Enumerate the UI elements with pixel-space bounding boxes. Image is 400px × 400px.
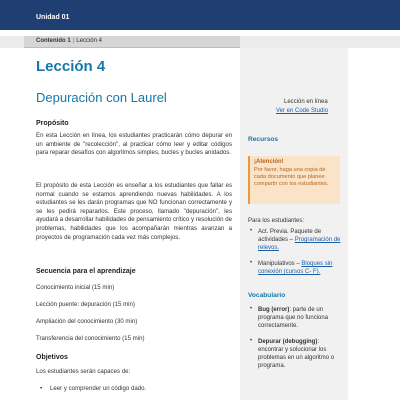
top-header-bar — [0, 0, 400, 30]
page-title: Lección 4 — [36, 58, 106, 75]
page-subtitle: Depuración con Laurel — [36, 90, 167, 105]
vocab-bullet: • — [250, 306, 253, 312]
relay-programming-link[interactable]: Programación de relevos. — [258, 237, 341, 251]
purpose-paragraph-1: En esta Lección en línea, los estudiantes practicarán cómo depurar en un ambiente de "recolección", al practicar cómo leer y editar códigos para reparar desafíos con algoritmos simples, bucles y bucles anidados. — [36, 132, 232, 157]
resources-heading: Recursos — [248, 136, 279, 143]
sequence-item: Lección puente: depuración (15 min) — [36, 301, 135, 308]
vocab-item-debugging — [258, 338, 346, 370]
unplugged-blocks-link[interactable]: Bloques sin conexión (cursos C- F). — [258, 261, 333, 275]
sequence-item: Conocimiento inicial (15 min) — [36, 284, 115, 291]
objective-bullet: • — [40, 385, 43, 392]
vocab-definition: : encontrar y solucionar los problemas en un algoritmo o programa. — [258, 339, 335, 369]
sequence-heading: Secuencia para el aprendizaje — [36, 268, 136, 275]
breadcrumb-separator: | — [72, 38, 75, 44]
vocab-item-bug — [258, 306, 346, 330]
resource-item-label: Manipulativos – — [258, 261, 300, 267]
unit-label: Unidad 01 — [36, 14, 70, 21]
breadcrumb — [36, 38, 102, 44]
attention-title: ¡Atención! — [254, 159, 284, 165]
resource-bullet: • — [250, 228, 253, 234]
resource-item-label: Act. Previa. Paquete de actividades – — [258, 229, 322, 243]
sequence-item: Transferencia del conocimiento (15 min) — [36, 335, 145, 342]
attention-body: Por favor, haga una copia de cada documento que planee compartir con los estudiantes. — [254, 167, 329, 188]
attention-callout — [248, 156, 340, 204]
resource-bullet: • — [250, 260, 253, 266]
purpose-paragraph-2: El propósito de esta Lección es enseñar a los estudiantes que fallar es normal cuando se estamos aprendiendo nuevas habilidades. A los estudiantes se les darán programas que NO funcionan correctamente y se les pedirá repararlos. Este proceso, llamado "depuración", les ayudará a desarrollar habilidades de pensamiento crítico y resolución de problemas, habilidades que los acompañarán mientras avanzan a proyectos de programación cada vez más complejos. — [36, 182, 232, 241]
breadcrumb-content: Contenido 1 — [36, 38, 71, 44]
vocabulary-heading: Vocabulario — [248, 292, 286, 299]
sequence-item: Ampliación del conocimiento (30 min) — [36, 318, 138, 325]
resource-item-activity — [258, 228, 346, 252]
vocab-term: Bug (error) — [258, 307, 290, 313]
online-lesson-label: Lección en línea — [284, 99, 328, 105]
breadcrumb-lesson: Lección 4 — [76, 38, 102, 44]
purpose-heading: Propósito — [36, 120, 69, 127]
for-students-label: Para los estudiantes: — [248, 218, 305, 224]
resource-item-manipulatives — [258, 260, 346, 276]
objectives-intro: Los estudiantes serán capaces de: — [36, 368, 131, 375]
vocab-definition: : parte de un programa que no funciona correctamente. — [258, 307, 329, 329]
code-studio-link[interactable]: Ver en Code Studio — [276, 108, 329, 114]
vocab-term: Depurar (debugging) — [258, 339, 318, 345]
vocab-bullet: • — [250, 338, 253, 344]
breadcrumb-bar — [0, 36, 400, 48]
objectives-heading: Objetivos — [36, 354, 68, 361]
objective-item: Leer y comprender un código dado. — [50, 385, 147, 392]
